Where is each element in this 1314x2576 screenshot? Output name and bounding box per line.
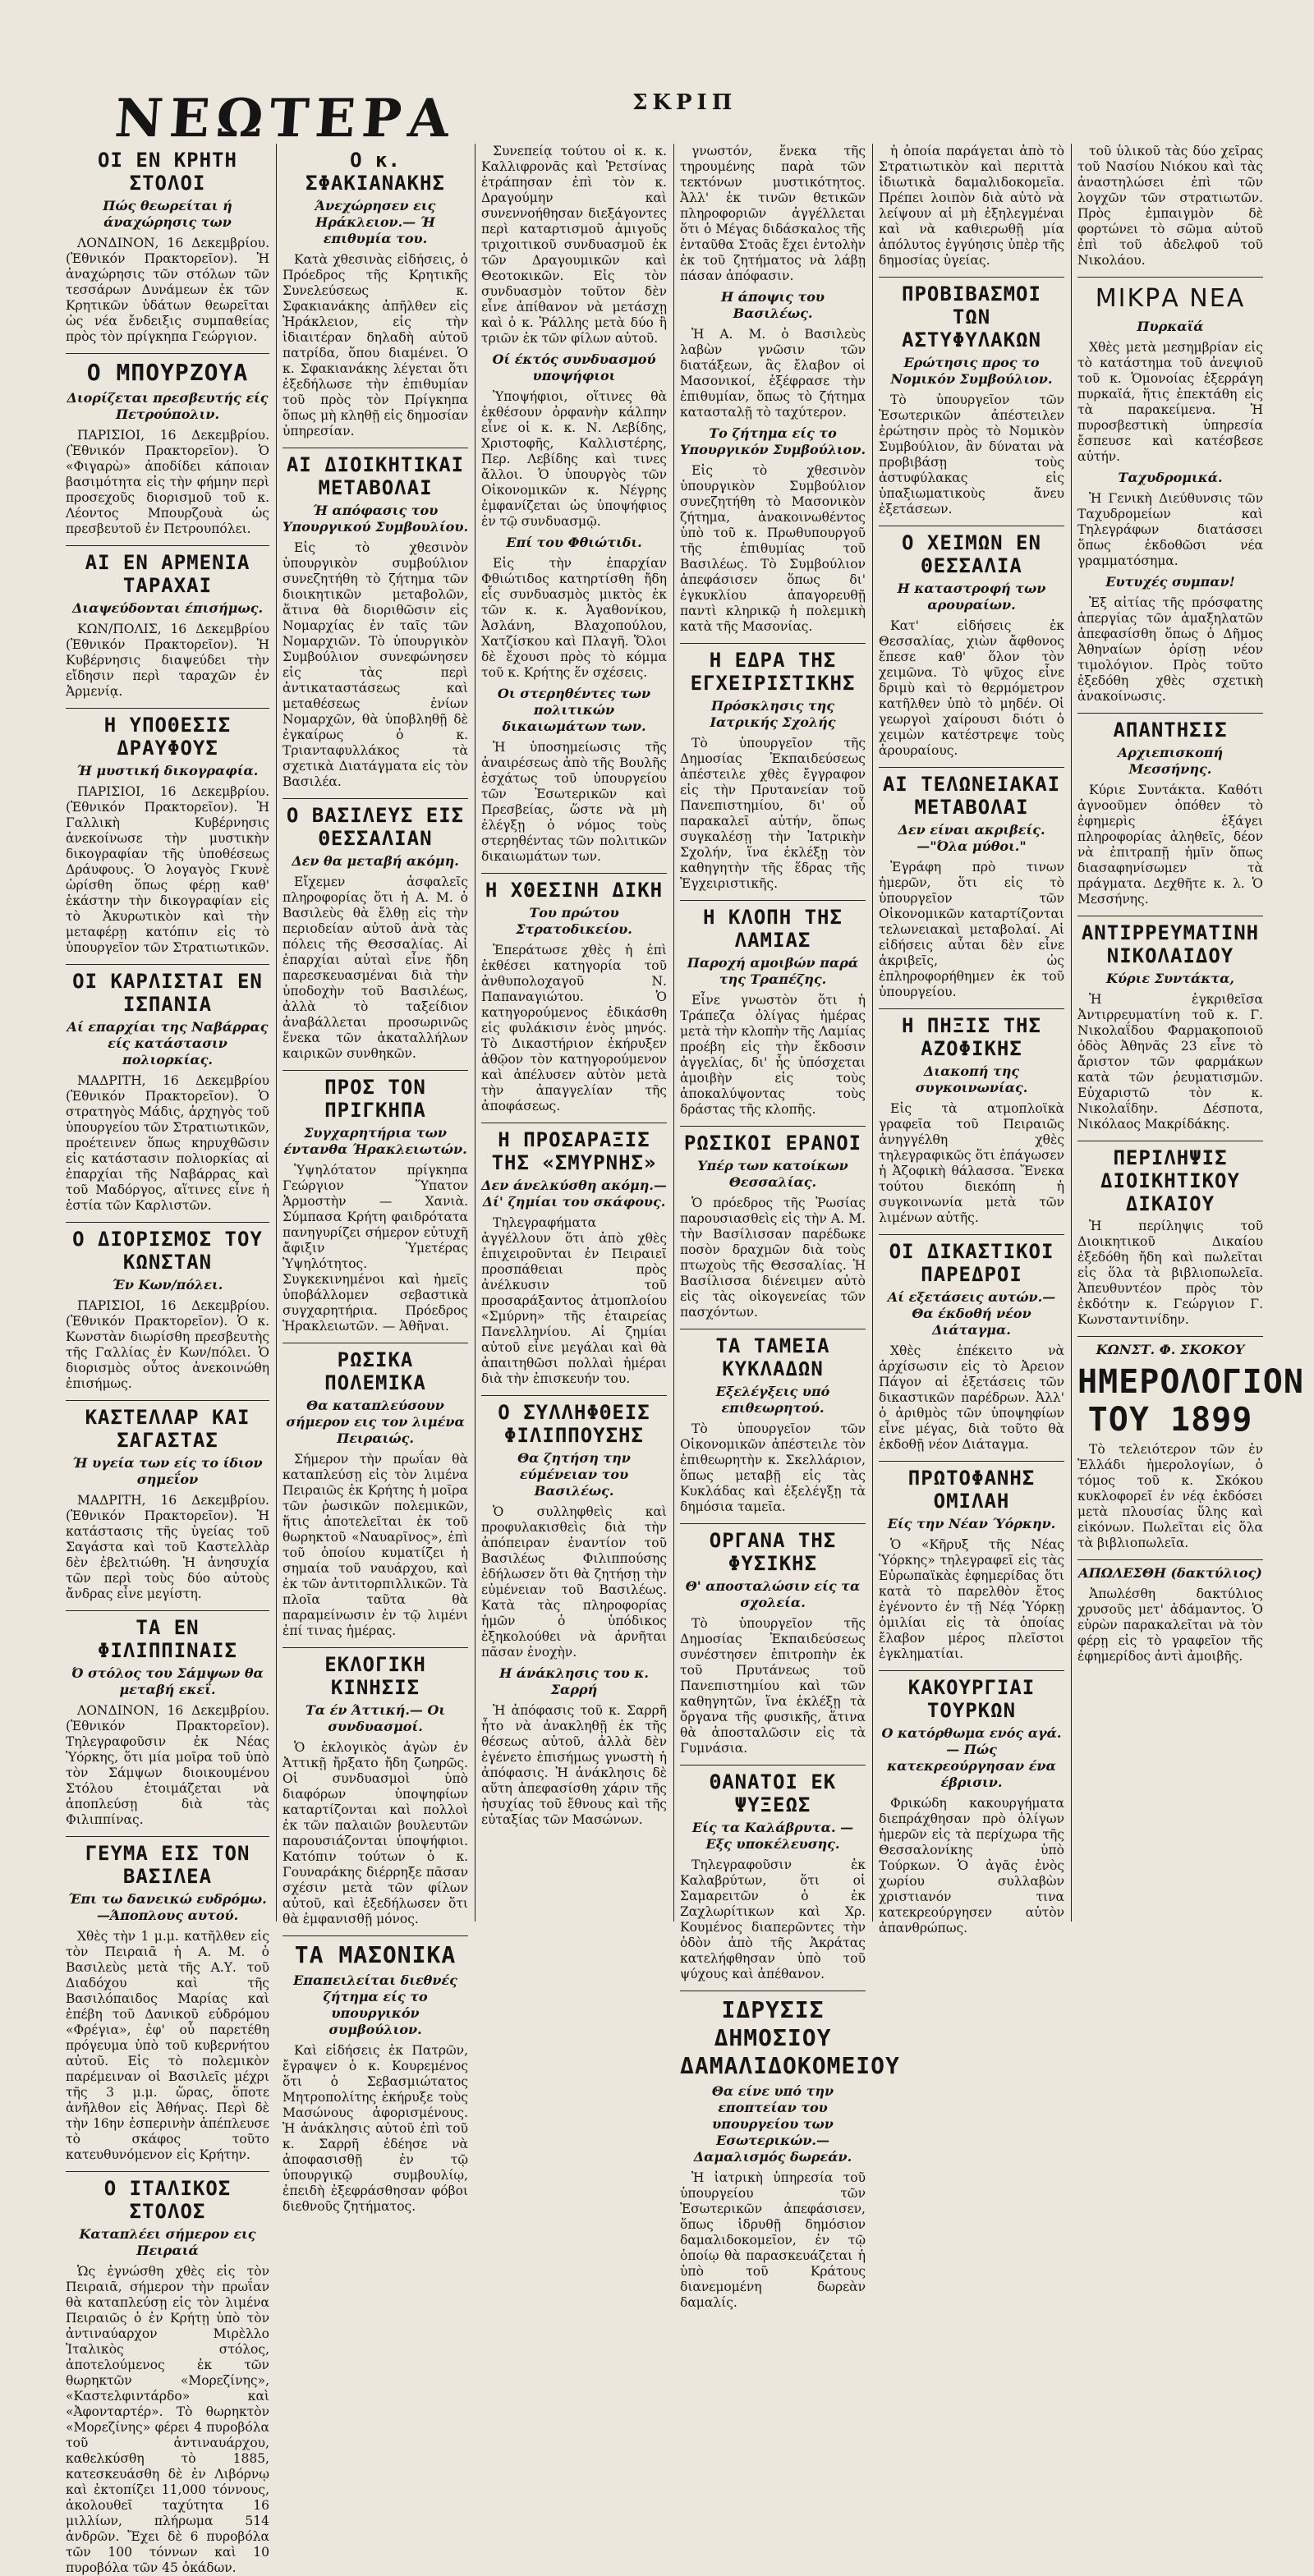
divider	[66, 1610, 269, 1611]
divider	[481, 1395, 667, 1396]
article-text: Εἰς τὸ χθεσινὸν ὑπουργικὸν συμβούλιον συνεζητήθη τὸ ζήτημα τῶν διοικητικῶν μεταβολῶν, ἅτινα θὰ διοριθῶσιν εἰς Νομαρχίας ἐν ταῖς τῶν Νομαρχιῶν. Τὸ ὑπουργικὸν Συμβούλιον συνεφώνησεν εἰς τὰς περὶ ἀντικαταστάσεως καὶ μεταθέσεως ἐνίων Νομαρχῶν, θὰ ὑποβληθῇ δὲ ἐγκαίρως ὁ κ. Τριανταφυλλάκος τὰ σχετικὰ Διατάγματα εἰς τὸν Βασιλέα.	[283, 540, 468, 789]
article-text: Χθὲς μετὰ μεσημβρίαν εἰς τὸ κατάστημα τοῦ ἀνεψιοῦ τοῦ κ. Ὁμονοίας ἐξερράγη πυρκαϊά, ἥτις ἐπεκτάθη εἰς τὰ παρακείμενα. Ἡ πυροσβεστικὴ ὑπηρεσία ἔσπευσε καὶ κατέσβεσε αὐτήν.	[1077, 340, 1263, 464]
divider	[879, 1461, 1064, 1462]
article-text: ΜΑΔΡΙΤΗ, 16 Δεκεμβρίου (Ἑθνικόν Πρακτορεῖον). Ὁ στρατηγὸς Μάδις, ἀρχηγὸς τοῦ ὑπουργείου τῶν Στρατιωτικῶν, προέτεινεν ὅπως κηρυχθῶσιν εἰς κατάστασιν πολιορκίας αἱ ἐπαρχίαι τῆς Ναβάρρας καὶ τοῦ Μαδόργος, αἵτινες εἶνε ἡ ἑστία τῶν Καρλιστῶν.	[66, 1073, 269, 1213]
subheading: Ταχυδρομικά.	[1118, 470, 1223, 485]
headline: ΡΩΣΙΚΟΙ ΕΡΑΝΟΙ	[683, 1132, 862, 1155]
headline: ΠΡΩΤΟΦΑΝΗΣ ΟΜΙΛΑΗ	[907, 1467, 1036, 1513]
subheading: Επί του Φθιώτιδι.	[506, 535, 642, 550]
section-masthead: ΝΕΩΤΕΡΑ	[113, 88, 458, 149]
article-text: Ὁ «Κῆρυξ τῆς Νέας Ὑόρκης» τηλεγραφεῖ εἰς τὰς Εὐρωπαϊκὰς ἐφημερίδας ὅτι κατὰ τὸ παρελθὸν ἔτος ἐγένοντο ἐν τῇ Νέᾳ Ὑόρκῃ ὁμιλίαι εἰς τὰ ὁποίας ἔλαβον μέρος πλεῖστοι ἐγκληματίαι.	[879, 1537, 1064, 1661]
divider	[66, 2171, 269, 2172]
subheading: Η καταστροφή των αρουραίων.	[897, 581, 1046, 613]
headline: Η ΥΠΟΘΕΣΙΣ ΔΡΑΥΦΟΥΣ	[103, 714, 232, 760]
article-text: Ὁ συλληφθεὶς καὶ προφυλακισθεὶς διὰ τὴν ἀπόπειραν ἐναντίον τοῦ Βασιλέως Φιλιππούσης ἐδήλωσεν ὅτι θὰ ζητήσῃ τὴν εὐμένειαν τοῦ Βασιλέως. Κατὰ τὰς πληροφορίας ἡμῶν ὁ ὑπόδικος ἐξηκολούθει νὰ ἀρνῆται πᾶσαν ἐνοχὴν.	[481, 1504, 667, 1660]
article-text: Τὸ τελειότερον τῶν ἐν Ἑλλάδι ἡμερολογίων, ὁ τόμος τοῦ κ. Σκόκου κυκλοφορεῖ ἐν νέᾳ ἐκδόσει μετὰ πλουσίας ὕλης καὶ εἰκόνων. Πωλεῖται εἰς ὅλα τὰ βιβλιοπωλεῖα.	[1077, 1442, 1263, 1550]
divider	[66, 1836, 269, 1837]
subheading: Ή απόφασις του Υπουργικού Συμβουλίου.	[283, 503, 469, 535]
headline: Η ΠΗΞΙΣ ΤΗΣ ΑΖΟΦΙΚΗΣ	[902, 1014, 1041, 1060]
headline: ΤΑ ΤΑΜΕΙΑ ΚΥΚΛΑΔΩΝ	[715, 1334, 830, 1380]
article-text: Κατ' εἰδήσεις ἐκ Θεσσαλίας, χιὼν ἄφθονος ἔπεσε καθ' ὅλον τὸν χειμῶνα. Τὸ ψῦχος εἶνε δριμὺ καὶ τὸ θερμόμετρον κατῆλθεν ὑπὸ τὸ μηδέν. Οἱ γεωργοὶ χαίρουσι διότι ὁ χειμὼν κατέστρεψε τοὺς ἀρουραίους.	[879, 618, 1064, 758]
headline: Ο ΧΕΙΜΩΝ ΕΝ ΘΕΣΣΑΛΙΑ	[902, 531, 1041, 577]
headline: ΟΙ ΚΑΡΛΙΣΤΑΙ ΕΝ ΙΣΠΑΝΙΑ	[72, 970, 263, 1016]
article-text: Ἡ ὑποσημείωσις τῆς ἀναιρέσεως ἀπὸ τῆς Βουλῆς ἐσχάτως τοῦ ὑπουργείου τῶν Ἐσωτερικῶν καὶ Πρεσβείας, ὥστε νὰ μὴ ἐλέγξῃ ὁ νόμος τοὺς στερηθέντας τῶν πολιτικῶν δικαιωμάτων των.	[481, 740, 667, 864]
article-text: Ἡ ἀπόφασις τοῦ κ. Σαρρῆ ἦτο νὰ ἀνακληθῇ ἐκ τῆς θέσεως αὐτοῦ, ἀλλὰ δὲν ἐγένετο ἐπισήμως γνωστὴ ἡ ἀπόφασις. Ἡ ἀνάκλησις δὲ αὕτη ἀπεφασίσθη χάριν τῆς ἡσυχίας τοῦ ἔθνους καὶ τῆς εὐταξίας τῶν Μασώνων.	[481, 1703, 667, 1827]
headline: ΑΠΑΝΤΗΣΙΣ	[1113, 719, 1228, 742]
divider	[680, 643, 866, 644]
subheading: Δεν είναι ακριβείς.—"Όλα μύθοι."	[898, 822, 1045, 854]
divider	[879, 1234, 1064, 1235]
subheading: Είς τα Καλάβρυτα. — Εξς υποκέλευσης.	[691, 1820, 854, 1852]
article-text: Εἰς τὸ χθεσινὸν ὑπουργικὸν Συμβούλιον συνεζητήθη τὸ Μασονικὸν ζήτημα, ἀνακοινωθέντος ὑπὸ τοῦ κ. Πρωθυπουργοῦ τῆς ἐπιθυμίας τοῦ Βασιλέως. Τὸ Συμβούλιον ἀπεφάσισεν ὅπως δι' ἐγκυκλίου ἀπαγορευθῇ παντὶ κληρικῷ ἡ πολεμικὴ κατὰ τῆς Μασονίας.	[680, 463, 866, 634]
headline: ΤΑ ΜΑΣΟΝΙΚΑ	[294, 1941, 457, 1968]
column-1	[66, 144, 269, 2575]
divider	[66, 545, 269, 546]
article-text: ΜΑΔΡΙΤΗ, 16 Δεκεμβρίου. (Ἑθνικόν Πρακτορεῖον). Ἡ κατάστασις τῆς ὑγείας τοῦ Σαγάστα καὶ τοῦ Καστελλὰρ δὲν ἐβελτιώθη. Ἡ ἀνησυχία τῶν περὶ τοὺς δύο αὐτοὺς ἄνδρας εἶνε μεγίστη.	[66, 1493, 269, 1601]
subheading: ΑΠΩΛΕΣΘΗ (δακτύλιος)	[1078, 1565, 1262, 1581]
subheading: Οί έκτός συνδυασμού υποψήφιοι	[492, 351, 656, 383]
divider	[481, 873, 667, 874]
headline: Η ΕΔΡΑ ΤΗΣ ΕΓΧΕΙΡΙΣΤΙΚΗΣ	[690, 649, 856, 695]
divider	[66, 353, 269, 354]
divider	[879, 1670, 1064, 1671]
headline: ΟΙ ΕΝ ΚΡΗΤΗ ΣΤΟΛΟΙ	[98, 149, 237, 195]
subheading: Θα καταπλεύσουν σήμερον εις τον λιμένα Πειραιώς.	[286, 1398, 465, 1446]
article-text: Ἡ Γενικὴ Διεύθυνσις τῶν Ταχυδρομείων καὶ Τηλεγράφων διατάσσει ὅπως ἐκδοθῶσι νέα γραμματόσημα.	[1077, 491, 1263, 568]
article-text: Κατὰ χθεσινὰς εἰδήσεις, ὁ Πρόεδρος τῆς Κρητικῆς Συνελεύσεως κ. Σφακιανάκης ἀπῆλθεν εἰς Ἡράκλειον, εἰς τὴν ἰδιαιτέραν δηλαδὴ αὐτοῦ πατρίδα, ὅπου διαμένει. Ὁ κ. Σφακιανάκης λέγεται ὅτι ἐξεδήλωσε τὴν ἐπιθυμίαν τοῦ πρὸς τὸν Πρίγκηπα ὅπως μὴ κληθῇ εἰς δημοσίαν ὑπηρεσίαν.	[283, 252, 468, 439]
column-divider	[872, 144, 873, 1922]
headline: Ο κ. ΣΦΑΚΙΑΝΑΚΗΣ	[306, 149, 445, 195]
article-text: ΚΩΝ/ΠΟΛΙΣ, 16 Δεκεμβρίου (Ἑθνικόν Πρακτορεῖον). Ἡ Κυβέρνησις διαψεύδει τὴν εἴδησιν περὶ ταραχῶν ἐν Ἀρμενίᾳ.	[66, 622, 269, 699]
subheading: Παροχή αμοιβών παρά της Τραπέζης.	[687, 955, 859, 987]
article-text: Τὸ ὑπουργεῖον τῶν Ἐσωτερικῶν ἀπέστειλεν ἐρώτησιν πρὸς τὸ Νομικὸν Συμβούλιον, ἂν δύναται νὰ προβιβάσῃ τοὺς ἀστυφύλακας εἰς ὑπαξιωματικοὺς ἄνευ ἐξετάσεων.	[879, 393, 1064, 517]
divider	[1077, 713, 1263, 714]
subheading: Αί εξετάσεις αυτών.—Θα έκδοθή νέον Διάταγμα.	[887, 1289, 1056, 1338]
subheading: Του πρώτου Στρατοδικείου.	[516, 905, 632, 937]
article-text: Χθὲς τὴν 1 μ.μ. κατῆλθεν εἰς τὸν Πειραιᾶ ἡ Α. Μ. ὁ Βασιλεὺς μετὰ τῆς Α.Υ. τοῦ Διαδόχου καὶ τῆς Βασιλόπαιδος Μαρίας καὶ ἐπέβη τοῦ Δανικοῦ εὐδρόμου «Φρέγια», ἐφ' οὗ παρετέθη πρόγευμα ὑπὸ τοῦ κυβερνήτου αὐτοῦ. Εἰς τὸ πολεμικὸν παρέμειναν οἱ Βασιλεῖς μέχρι τῆς 3 μ.μ. ὥρας, ὅποτε ἀνῆλθον εἰς Ἀθήνας. Περὶ δὲ τὴν 16ην ἐσπερινὴν ἀπέπλευσε τὸ σκάφος τοῦτο κατευθυνόμενον εἰς Κρήτην.	[66, 1929, 269, 2162]
headline: ΟΙ ΔΙΚΑΣΤΙΚΟΙ ΠΑΡΕΔΡΟΙ	[889, 1240, 1054, 1286]
headline: Ο ΜΠΟΥΡΖΟΥΑ	[86, 359, 249, 386]
headline: Ο ΙΤΑΛΙΚΟΣ ΣΤΟΛΟΣ	[103, 2177, 232, 2223]
headline: ΚΑΣΤΕΛΛΑΡ ΚΑΙ ΣΑΓΑΣΤΑΣ	[85, 1406, 250, 1452]
headline: ΘΑΝΑΤΟΙ ΕΚ ΨΥΞΕΩΣ	[709, 1770, 837, 1816]
divider	[66, 708, 269, 709]
article-text: Ἐξ αἰτίας τῆς πρόσφατης ἀπεργίας τῶν ἀμαξηλατῶν ἀπεφασίσθη ὅπως ὁ Δῆμος Ἀθηναίων ὁρίσῃ νέον τιμολόγιον. Πρὸς τοῦτο ἐξεδόθη χθὲς σχετικὴ ἀνακοίνωσις.	[1077, 595, 1263, 704]
article-text: Ἡ ἰατρικὴ ὑπηρεσία τοῦ ὑπουργείου τῶν Ἐσωτερικῶν ἀπεφάσισεν, ὅπως ἱδρυθῇ δημόσιον δαμαλιδοκομεῖον, ἐν τῷ ὁποίῳ θὰ παρασκευάζεται ἡ ὑπὸ τοῦ Κράτους διανεμομένη δωρεὰν δαμαλίς.	[680, 2170, 866, 2310]
headline: ΑΙ ΤΕΛΩΝΕΙΑΚΑΙ ΜΕΤΑΒΟΛΑΙ	[882, 773, 1061, 819]
subheading: Ευτυχές συμπαν!	[1105, 574, 1235, 590]
article-text: Ἐπεράτωσε χθὲς ἡ ἐπὶ ἐκθέσει κατηγορία τοῦ ἀνθυπολοχαγοῦ Ν. Παπαναγιώτου. Ὁ κατηγορούμενος ἐδικάσθη εἰς φυλάκισιν ἑνὸς μηνός. Τὸ Δικαστήριον ἐκήρυξεν ἀθῷον τὸν κατηγορούμενον καὶ ἀπέλυσεν αὐτὸν μετὰ τὴν ἀπαγγελίαν τῆς ἀποφάσεως.	[481, 943, 667, 1114]
article-text: Κύριε Συντάκτα. Καθότι ἀγνοοῦμεν ὁπόθεν τὸ ἐφημερὶς ἐξάγει πληροφορίας ἀληθεῖς, δέον νὰ ἐπιτραπῇ ἡμῖν ὅπως διασαφηνίσωμεν τὰ πράγματα. Δεχθῆτε κ. λ. Ὁ Μεσσήνης.	[1077, 783, 1263, 907]
headline: ΓΕΥΜΑ ΕΙΣ ΤΟΝ ΒΑΣΙΛΕΑ	[85, 1842, 250, 1888]
headline: ΜΙΚΡΑ ΝΕΑ	[1095, 284, 1246, 313]
column-divider	[475, 144, 476, 1922]
article-text: Εἶνε γνωστὸν ὅτι ἡ Τράπεζα ὀλίγας ἡμέρας μετὰ τὴν κλοπὴν τῆς Λαμίας προέβη εἰς τὴν ἔκδοσιν ἀγγελίας, δι' ἧς ὑπόσχεται ἀμοιβὴν εἰς τοὺς ἀποκαλύψοντας τοὺς δράστας τῆς κλοπῆς.	[680, 993, 866, 1117]
column-3	[481, 144, 667, 1922]
divider	[879, 1008, 1064, 1009]
subheading: Πώς θεωρείται ή άναχώρησις των	[103, 198, 232, 230]
article-text: ΛΟΝΔΙΝΟΝ, 16 Δεκεμβρίου. (Ἑθνικόν Πρακτορεῖον). Ἡ ἀναχώρησις τῶν στόλων τῶν τεσσάρων Δυνάμεων ἐκ τῶν Κρητικῶν ὑδάτων θεωρεῖται ὡς νέα ἔνδειξις συμπαθείας πρὸς τὸν πρίγκηπα Γεώργιον.	[66, 236, 269, 344]
headline: ΑΙ ΔΙΟΙΚΗΤΙΚΑΙ ΜΕΤΑΒΟΛΑΙ	[286, 453, 465, 499]
subheading: Διακοπή της συγκοινωνίας.	[915, 1063, 1028, 1095]
subheading: Άνεχώρησεν εις Ηράκλειον.— Ή επιθυμία του.	[315, 198, 436, 246]
subheading: Συγχαρητήρια των έντανθα Ήρακλειωτών.	[283, 1125, 467, 1157]
subheading: Τα έν Άττική.— Οι συνδυασμοί.	[305, 1702, 446, 1734]
page-label: ΣΚΡΙΠ	[632, 90, 737, 115]
headline: ΟΡΓΑΝΑ ΤΗΣ ΦΥΣΙΚΗΣ	[709, 1529, 837, 1575]
article-text: Ὑψηλότατον πρίγκηπα Γεώργιον Ὕπατον Ἁρμοστὴν — Χανιὰ. Σύμπασα Κρήτη φαιδρότατα πανηγυρίζει σήμερον εὐτυχῆ ἄφιξιν Ὑμετέρας Ὑψηλότητος. Συγκεκινημένοι καὶ ἡμεῖς ὑποβάλλομεν σεβαστικὰ συγχαρητήρια. Πρόεδρος Ἡρακλειωτῶν. — Ἀθῆναι.	[283, 1163, 468, 1334]
subheading: Έπι τω δανεικώ ευδρόμω.—Άποπλους αυτού.	[68, 1891, 267, 1923]
column-4	[680, 144, 900, 2310]
article-text: Τηλεγραφοῦσιν ἐκ Καλαβρύτων, ὅτι οἱ Σαμαρειτῶν ὁ ἐκ Ζαχλωρίτικων καὶ Χρ. Κουμένος διαπερῶντες τὴν ὁδὸν ἀπὸ τῆς Ἀκράτας κατελήφθησαν ὑπὸ τοῦ ψύχους καὶ ἀπέθανον.	[680, 1857, 866, 1981]
subheading: Επαπειλείται διεθνές ζήτημα είς το υπουργικόν συμβούλιον.	[293, 1972, 457, 2037]
divider	[1077, 1559, 1263, 1560]
article-text: ΠΑΡΙΣΙΟΙ, 16 Δεκεμβρίου. (Ἑθνικόν Πρακτορεῖον). Ὁ «Φιγαρὼ» ἀποδίδει κάποιαν βασιμότητα εἰς τὴν φήμην περὶ προσεχοῦς διορισμοῦ τοῦ κ. Λέοντος Μπουρζουὰ ὡς πρεσβευτοῦ ἐν Πετρουπόλει.	[66, 428, 269, 536]
subheading: Η άποψις του Βασιλέως.	[720, 289, 825, 321]
subheading: Ο κατόρθωμα ενός αγά.— Πώς κατεκρεούργησαν ένα έβρισιν.	[881, 1725, 1062, 1790]
divider	[283, 1647, 468, 1648]
headline: ΑΝΤΙΡΡΕΥΜΑΤΙΝΗ ΝΙΚΟΛΑΙΔΟΥ	[1081, 921, 1260, 967]
divider	[879, 277, 1064, 278]
subheading: ΚΩΝΣΤ. Φ. ΣΚΟΚΟΥ	[1096, 1342, 1245, 1357]
column-6	[1077, 144, 1304, 1922]
article-text: Ἡ ἐγκριθεῖσα Ἀντιρρευματίνη τοῦ κ. Γ. Νικολαΐδου Φαρμακοποιοῦ ὁδὸς Ἀθηνᾶς 23 εἶνε τὸ ἄριστον τῶν φαρμάκων κατὰ τῶν ῥευματισμῶν. Εὐχαριστῶ τὸν κ. Νικολαΐδην. Δέσποτα, Νικόλαος Μακρίδάκης.	[1077, 992, 1263, 1132]
column-divider	[1071, 144, 1072, 1922]
subheading: Δεν θα μεταβή ακόμη.	[292, 853, 459, 869]
article-text: Τὸ ὑπουργεῖον τῆς Δημοσίας Ἐκπαιδεύσεως συνέστησεν ἐπιτροπὴν ἐκ τοῦ Πρυτάνεως τοῦ Πανεπιστημίου καὶ τῶν καθηγητῶν, ἵνα ἐκλέξῃ τὰ ὄργανα τῆς φυσικῆς, ἅτινα θὰ ἀποσταλῶσιν εἰς τὰ Γυμνάσια.	[680, 1616, 866, 1756]
article-text: Εἰς τὰ ατμοπλοϊκὰ γραφεῖα τοῦ Πειραιῶς ἀνηγγέλθη χθὲς τηλεγραφικῶς ὅτι ἐπάγωσεν ἡ Ἀζοφικὴ θάλασσα. Ἕνεκα τούτου διεκόπη ἡ συγκοινωνία μετὰ τῶν λιμένων αὐτῆς.	[879, 1101, 1064, 1225]
divider	[66, 964, 269, 965]
article-text: Ὁ ἐκλογικὸς ἀγὼν ἐν Ἀττικῇ ἤρξατο ἤδη ζωηρῶς. Οἱ συνδυασμοὶ ὑπὸ διαφόρων ὑποψηφίων καταρτίζονται καὶ πολλοὶ ἐκ τῶν παλαιῶν βουλευτῶν παρουσιάζονται ὑποψήφιοι. Κατόπιν τούτων ὁ κ. Γουναράκης διέρρηξε πᾶσαν σχέσιν μετὰ τῶν φίλων αὐτοῦ, καὶ ἐξεδήλωσεν ὅτι θὰ ἐμφανισθῇ μόνος.	[283, 1740, 468, 1926]
article-text: Εἴχεμεν ἀσφαλεῖς πληροφορίας ὅτι ἡ Α. Μ. ὁ Βασιλεὺς θὰ ἔλθῃ εἰς τὴν περιοδείαν αὐτοῦ ἀνὰ τὰς πόλεις τῆς Θεσσαλίας. Αἱ ἐπαρχίαι αὐταὶ εἶνε ἤδη παρεσκευασμέναι διὰ τὴν ὑποδοχὴν τοῦ Βασιλέως, ἀλλὰ τὸ ταξείδιον ἀναβάλλεται προσωρινῶς ἕνεκα τῶν ἀκαταλλήλων καιρικῶν συνθηκῶν.	[283, 875, 468, 1061]
subheading: Το ζήτημα είς το Υπουργικόν Συμβούλιον.	[680, 425, 866, 457]
article-text: Καὶ εἰδήσεις ἐκ Πατρῶν, ἔγραψεν ὁ κ. Κουρεμένος ὅτι ὁ Σεβασμιώτατος Μητροπολίτης ἐκήρυξε τοὺς Μασώνους ἀφορισμένους. Ἡ ἀνάκλησις αὐτοῦ ἐπὶ τοῦ κ. Σαρρῆ ἐδέησε νὰ ἀποφασισθῇ ἐν τῷ ὑπουργικῷ συμβουλίῳ, ἐπειδὴ ἐξεφράσθησαν φόβοι διεθνοῦς ζητήματος.	[283, 2043, 468, 2214]
subheading: Ό στόλος του Σάμψων θα μεταβή εκεΐ.	[71, 1665, 264, 1697]
article-text: Εἰς τὴν ἐπαρχίαν Φθιώτιδος κατηρτίσθη ἤδη εἷς συνδυασμὸς μικτὸς ἐκ τῶν κ. κ. Ἀγαθονίκου, Ἀσλάνη, Βλαχοπούλου, Χατζίσκου καὶ Πλαγῆ. Ὅλοι δὲ ἔχουσι πρὸς τὸ κόμμα τοῦ κ. Κρήτης ἕν σχέσεις.	[481, 556, 667, 680]
headline: Ο ΔΙΟΡΙΣΜΟΣ ΤΟΥ ΚΩΝΣΤΑΝ	[72, 1228, 263, 1274]
subheading: Έν Κων/πόλει.	[112, 1277, 223, 1293]
divider	[680, 1126, 866, 1127]
divider	[283, 1935, 468, 1936]
article-text: ἡ ὁποία παράγεται ἀπὸ τὸ Στρατιωτικὸν καὶ περιττὰ ἰδιωτικὰ δαμαλιδοκομεῖα. Πρέπει λοιπὸν διὰ αὐτὸ νὰ λείψουν αἱ μὴ ἐξηλεγμέναι καὶ νὰ καθιερωθῇ μία ἀπόλυτος ἐγγύησις ὑπὲρ τῆς δημοσίας ὑγείας.	[879, 144, 1064, 268]
article-text: Ἀπωλέσθη δακτύλιος χρυσοῦς μετ' ἀδάμαντος. Ὁ εὑρὼν παρακαλεῖται νὰ τὸν φέρῃ εἰς τὸ γραφεῖον τῆς ἐφημερίδος ἀντὶ ἀμοιβῆς.	[1077, 1586, 1263, 1664]
divider	[283, 1070, 468, 1071]
subheading: Πρόσκλησις της Ιατρικής Σχολής	[710, 698, 836, 730]
article-text: τοῦ ὑλικοῦ τὰς δύο χεῖρας τοῦ Νασίου Νιόκου καὶ τὰς ἀναστηλώσει ἐπὶ τῶν λογχῶν τῶν στρατιωτῶν. Πρὸς ἐμπαιγμὸν δὲ φορτώνει τὸ σῶμα αὐτοῦ ἐπὶ τοῦ ἀδελφοῦ τοῦ Νικολάου.	[1077, 144, 1263, 268]
headline: ΡΩΣΙΚΑ ΠΟΛΕΜΙΚΑ	[324, 1348, 426, 1394]
subheading: Κύριε Συντάκτα,	[1106, 971, 1234, 986]
subheading: Ή υγεία των είς το ίδιον σημεΐον	[72, 1455, 263, 1487]
divider	[680, 900, 866, 901]
article-text: ΠΑΡΙΣΙΟΙ, 16 Δεκεμβρίου. (Ἑθνικόν Πρακτορεῖον). Ἡ Γαλλικὴ Κυβέρνησις ἀνεκοίνωσε τὴν μυστικὴν δικογραφίαν τῆς ὑποθέσεως Δράυφους. Ὁ λογαγὸς Γκυνὲ ὡρίσθη ὅπως φέρῃ καθ' ἑκάστην τὴν δικογραφίαν εἰς τὸ Ἀκυρωτικὸν καὶ τὴν μεταφέρῃ κατόπιν εἰς τὸ ὑπουργεῖον τῶν Στρατιωτικῶν.	[66, 784, 269, 955]
subheading: Θα ζητήση την εύμένειαν του Βασιλέως.	[517, 1450, 631, 1499]
article-text: Ὑποψήφιοι, οἵτινες θὰ ἐκθέσουν ὀρφανὴν κάλπην εἶνε οἱ κ. κ. Ν. Λεβίδης, Χριστοφῆς, Καλλιστέρης, Περ. Λεβίδης καὶ τινες ἄλλοι. Ὁ ὑπουργὸς τῶν Οἰκονομικῶν κ. Νέγρης ἐμφανίζεται ὡς ὑποψήφιος ἐν τῷ συνδυασμῷ.	[481, 389, 667, 529]
headline: ΚΑΚΟΥΡΓΙΑΙ ΤΟΥΡΚΩΝ	[907, 1676, 1036, 1722]
article-text: γνωστόν, ἕνεκα τῆς τηρουμένης παρὰ τῶν τεκτόνων μυστικότητος. Ἀλλ' ἐκ τινῶν θετικῶν πληροφοριῶν ἀγγέλλεται ὅτι ὁ Μέγας διδάσκαλος τῆς ἐνταῦθα Στοᾶς ἔχει ἐντολὴν ἐκ τοῦ ζητήματος νὰ λάβῃ πάσαν ἀπόφασιν.	[680, 144, 866, 283]
divider	[66, 1222, 269, 1223]
headline: Η ΧΘΕΣΙΝΗ ΔΙΚΗ	[485, 879, 664, 902]
subheading: Διορίζεται πρεσβευτής είς Πετρούπολιν.	[67, 390, 269, 422]
divider	[1077, 1336, 1263, 1337]
column-divider	[673, 144, 674, 1922]
column-5	[879, 144, 1064, 1935]
subheading: Θ' αποσταλώσιν είς τα σχολεία.	[685, 1578, 861, 1610]
column-divider	[276, 144, 277, 1922]
headline: Ο ΒΑΣΙΛΕΥΣ ΕΙΣ ΘΕΣΣΑΛΙΑΝ	[286, 804, 465, 850]
article-text: Τὸ ὑπουργεῖον τῆς Δημοσίας Ἐκπαιδεύσεως ἀπέστειλε χθὲς ἔγγραφον εἰς τὴν Πρυτανείαν τοῦ Πανεπιστημίου, δι' οὗ παρακαλεῖ αὐτήν, ὅπως συγκαλέσῃ τὴν Ἰατρικὴν Σχολήν, ἵνα ἐκλέξῃ τὸν καθηγητὴν τῆς ἕδρας τῆς Ἐγχειριστικῆς.	[680, 736, 866, 891]
subheading: Οι στερηθέντες των πολιτικών δικαιωμάτων των.	[497, 686, 651, 734]
article-text: Ἐγράφη πρὸ τινων ἡμερῶν, ὅτι εἰς τὸ ὑπουργεῖον τῶν Οἰκονομικῶν καταρτίζονται τελωνειακαὶ μεταβολαί. Αἱ εἰδήσεις αὗται δὲν εἶνε ἀκριβεῖς, ὡς ἐπληροφορήθημεν ἐκ τοῦ ὑπουργείου.	[879, 860, 1064, 999]
article-text: ΠΑΡΙΣΙΟΙ, 16 Δεκεμβρίου. (Ἑθνικόν Πρακτορεῖον). Ὁ κ. Κωνστὰν διωρίσθη πρεσβευτὴς τῆς Γαλλίας ἐν Κων/πόλει. Ὁ διορισμὸς οὗτος ἀνεκοινώθη ἐπισήμως.	[66, 1298, 269, 1391]
article-text: ΛΟΝΔΙΝΟΝ, 16 Δεκεμβρίου. (Ἑθνικόν Πρακτορεῖον). Τηλεγραφοῦσιν ἐκ Νέας Ὑόρκης, ὅτι μία μοῖρα τοῦ ὑπὸ τὸν Σάμψων διοικουμένου Στόλου ἑτοιμάζεται νὰ ἀποπλεύσῃ διὰ τὰς Φιλιππίνας.	[66, 1703, 269, 1827]
article-text: Τηλεγραφήματα ἀγγέλλουν ὅτι ἀπὸ χθὲς ἐπιχειροῦνται ἐν Πειραιεῖ προσπάθειαι πρὸς ἀνέλκυσιν τοῦ προσαράξαντος ἀτμοπλοίου «Σμύρνη» τῆς ἑταιρείας Πανελληνίου. Αἱ ζημίαι αὐτοῦ εἶνε μεγάλαι καὶ θὰ ἀπαιτηθῶσι πολλαὶ ἡμέραι διὰ τὴν ἐπισκευήν του.	[481, 1215, 667, 1386]
divider	[680, 1765, 866, 1766]
headline: ΑΙ ΕΝ ΑΡΜΕΝΙΑ ΤΑΡΑΧΑΙ	[85, 551, 250, 597]
headline: Ο ΣΥΛΛΗΦΘΕΙΣ ΦΙΛΙΠΠΟΥΣΗΣ	[498, 1401, 650, 1447]
headline: ΠΡΟΒΙΒΑΣΜΟΙ ΤΩΝ ΑΣΤΥΦΥΛΑΚΩΝ	[902, 282, 1041, 351]
article-text: Συνεπείᾳ τούτου οἱ κ. κ. Καλλιφρονᾶς καὶ Ῥετσίνας ἐτράπησαν ἐπὶ τὸν κ. Δραγούμην καὶ συνεννοήθησαν διεξάγοντες περὶ καταρτισμοῦ ἀμιγοῦς τριχοιτικοῦ συνδυασμοῦ ἐκ τῶν Δραγουμικῶν καὶ Θεοτοκικῶν. Εἰς τὸν συνδυασμὸν τοῦτον δὲν εἶνε ἀπίθανον νὰ μετάσχῃ καὶ ὁ κ. Ῥάλλης μετὰ δύο ἢ τριῶν ἐκ τῶν φίλων αὐτοῦ.	[481, 144, 667, 346]
subheading: Ερώτησις προς το Νομικόν Συμβούλιον.	[890, 355, 1053, 387]
subheading: Αί επαρχίαι της Ναβάρρας είς κατάστασιν πολιορκίας.	[67, 1019, 269, 1068]
headline: ΗΜΕΡΟΛΟΓΙΟΝ ΤΟΥ 1899	[1077, 1363, 1304, 1439]
subheading: Θα είνε υπό την εποπτείαν του υπουργείου των Εσωτερικών.— Δαμαλισμός δωρεάν.	[693, 2083, 852, 2165]
article-text: Ὡς ἐγνώσθη χθὲς εἰς τὸν Πειραιᾶ, σήμερον τὴν πρωΐαν θὰ καταπλεύσῃ εἰς τὸν λιμένα Πειραιῶς ὁ ἐν Κρήτῃ ὑπὸ τὸν ἀντιναύαρχον Μιρὲλλο Ἰταλικὸς στόλος, ἀποτελούμενος ἐκ τῶν θωρηκτῶν «Μορεζίνης», «Καστελφιντάρδο» καὶ «Ἀφονταρτέρ». Τὸ θωρηκτὸν «Μορεζίνης» φέρει 4 πυροβόλα τοῦ ἀντιναυάρχου, καθελκύσθη τὸ 1885, κατεσκευάσθη δὲ ἐν Λιβόρνῳ καὶ ἐκτοπίζει 11,000 τόννους, ἀκολουθεῖ ταχύτητα 16 μιλλίων, πλήρωμα 514 ἀνδρῶν. Ἔχει δὲ 6 πυροβόλα τῶν 100 τόννων καὶ 10 πυροβόλα τῶν 45 ὀκάδων.	[66, 2264, 269, 2575]
divider	[879, 767, 1064, 768]
subheading: Είς την Νέαν Ύόρκην.	[887, 1516, 1056, 1531]
article-text: Χθὲς ἐπέκειτο νὰ ἀρχίσωσιν εἰς τὸ Ἀρειον Πάγον αἱ ἐξετάσεις τῶν δικαστικῶν παρέδρων. Ἀλλ' ὁ ἀριθμὸς τῶν ὑποψηφίων εἶνε μέγας, διὰ τοῦτο θὰ ἐκδοθῇ νέον Διάταγμα.	[879, 1343, 1064, 1452]
subheading: Η άνάκλησις του κ. Σαρρή	[499, 1665, 649, 1697]
subheading: Αρχιεπισκοπή Μεσσήνης.	[1117, 745, 1224, 777]
subheading: Καταπλέει σήμερον εις Πειραιά	[79, 2226, 256, 2258]
divider	[680, 1523, 866, 1524]
subheading: Διαψεύδονται έπισήμως.	[71, 600, 264, 616]
article-text: Σήμερον τὴν πρωΐαν θὰ καταπλεύσῃ εἰς τὸν λιμένα Πειραιῶς ἐκ Κρήτης ἡ μοῖρα τῶν ῥωσικῶν πολεμικῶν, ἥτις ἀποτελεῖται ἐκ τοῦ θωρηκτοῦ «Ναυαρῖνος», ἐπὶ τοῦ ὁποίου κυματίζει ἡ σημαία τοῦ ναυάρχου, καὶ ἐκ τῶν ἀντιτορπιλλικῶν. Τὰ πλοῖα ταῦτα θὰ παραμείνωσιν ἐν τῷ λιμένι ἐπί τινας ἡμέρας.	[283, 1452, 468, 1638]
subheading: Πυρκαϊά	[1137, 319, 1204, 334]
headline: ΠΡΟΣ ΤΟΝ ΠΡΙΓΚΗΠΑ	[324, 1076, 426, 1122]
article-text: Ἡ περίληψις τοῦ Διοικητικοῦ Δικαίου ἐξεδόθη ἤδη καὶ πωλεῖται εἰς ὅλα τὰ βιβλιοπωλεῖα. Ἀπευθυντέον πρὸς τὸν ἐκδότην κ. Γεώργιον Γ. Κωνσταντινίδην.	[1077, 1219, 1263, 1327]
column-2	[283, 144, 469, 2214]
headline: ΤΑ ΕΝ ΦΙΛΙΠΠΙΝΑΙΣ	[98, 1616, 237, 1662]
subheading: Δεν άνελκύσθη ακόμη.—Δί' ζημίαι του σκάφους.	[481, 1178, 667, 1210]
article-text: Ὁ πρόεδρος τῆς Ῥωσίας παρουσιασθεὶς εἰς τὴν Α. Μ. τὴν Βασίλισσαν παρέδωκε ποσὸν δραχμῶν διὰ τοὺς πτωχοὺς τῆς Θεσσαλίας. Ἡ Βασίλισσα διένειμεν αὐτὸ εἰς τὰς οἰκογενείας τῶν πασχόντων.	[680, 1196, 866, 1320]
subheading: Ή μυστική δικογραφία.	[76, 763, 259, 778]
headline: ΠΕΡΙΛΗΨΙΣ ΔΙΟΙΚΗΤΙΚΟΥ ΔΙΚΑΙΟΥ	[1100, 1146, 1240, 1215]
headline: Η ΠΡΟΣΑΡΑΞΙΣ ΤΗΣ «ΣΜΥΡΝΗΣ»	[491, 1128, 657, 1174]
divider	[66, 1400, 269, 1401]
subheading: Εξελέγξεις υπό επιθεωρητού.	[715, 1384, 830, 1416]
article-text: Φρικώδη κακουργήματα διεπράχθησαν πρὸ ὀλίγων ἡμερῶν εἰς τὰ περίχωρα τῆς Θεσσαλονίκης ὑπὸ Τούρκων. Ὁ ἀγᾶς ἑνὸς χωρίου συλλαβὼν χριστιανόν τινα κατεκρεούργησεν αὐτὸν ἀπανθρώπως.	[879, 1796, 1064, 1935]
headline: ΙΔΡΥΣΙΣ ΔΗΜΟΣΙΟΥ ΔΑΜΑΛΙΔΟΚΟΜΕΙΟΥ	[680, 1996, 900, 2079]
divider	[283, 798, 468, 799]
article-text: Τὸ ὑπουργεῖον τῶν Οἰκονομικῶν ἀπέστειλε τὸν ἐπιθεωρητὴν κ. Σκελλάριον, ὅπως μεταβῇ εἰς τὰς Κυκλάδας καὶ ἐξελέγξῃ τὰ δημόσια ταμεῖα.	[680, 1421, 866, 1514]
headline: Η ΚΛΟΠΗ ΤΗΣ ΛΑΜΙΑΣ	[703, 906, 843, 952]
divider	[1077, 277, 1263, 278]
subheading: Υπέρ των κατοίκων Θεσσαλίας.	[697, 1158, 848, 1190]
article-text: Ἡ Α. Μ. ὁ Βασιλεὺς λαβὼν γνῶσιν τῶν διατάξεων, ἃς ἔλαβον οἱ Μασονικοί, ἐξέφρασε τὴν ἐπιθυμίαν, ὅπως τὸ ζήτημα κατασταλῇ τὸ ταχύτερον.	[680, 327, 866, 420]
headline: ΕΚΛΟΓΙΚΗ ΚΙΝΗΣΙΣ	[324, 1653, 426, 1699]
